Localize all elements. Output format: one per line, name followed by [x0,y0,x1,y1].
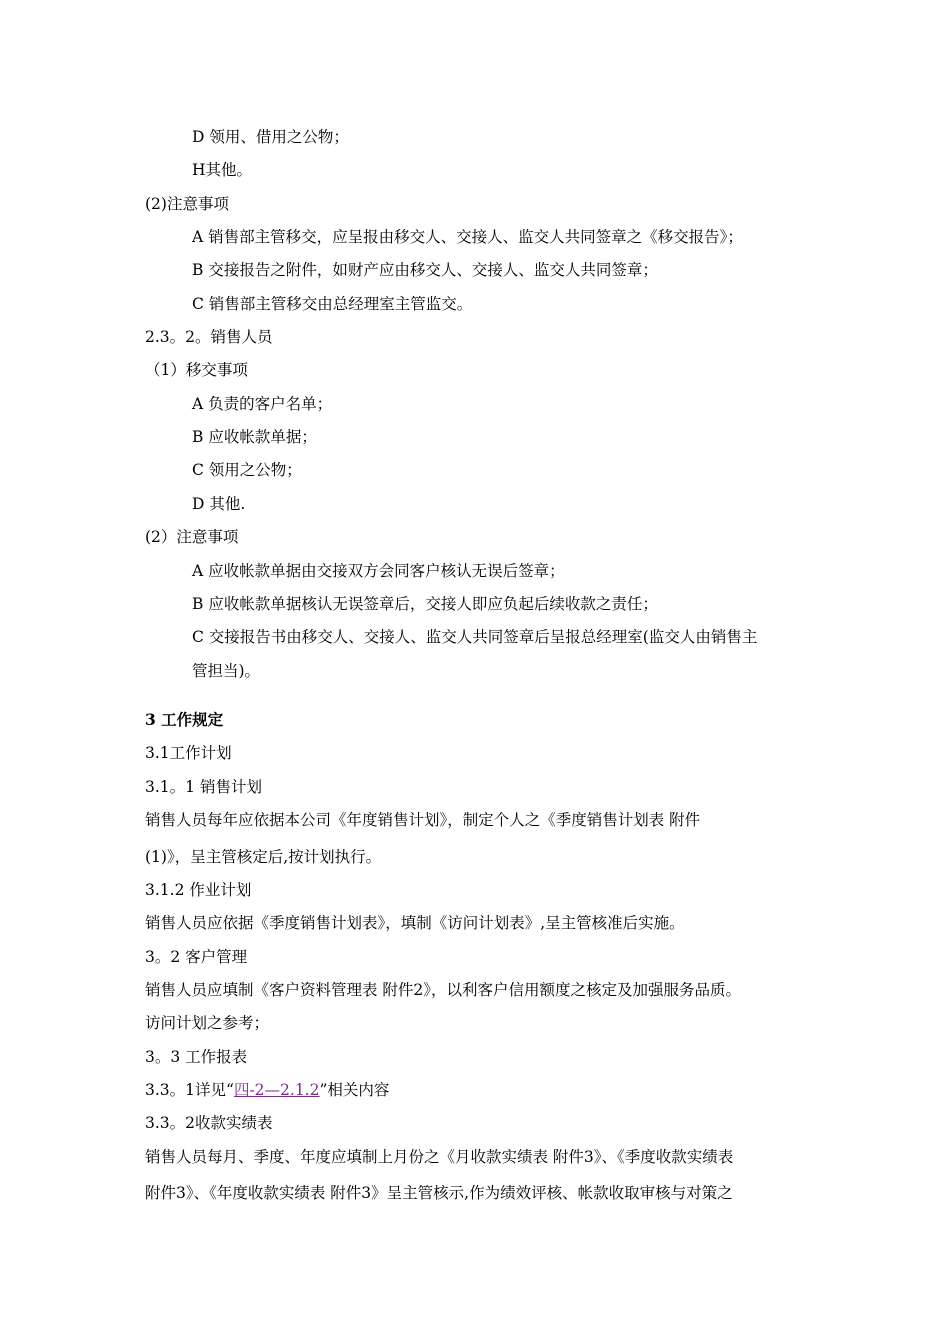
list-item: D 其他. [192,495,246,513]
text: ”相关内容 [319,1081,390,1099]
list-item: A 销售部主管移交，应呈报由移交人、交接人、监交人共同签章之《移交报告》； [192,228,743,246]
list-item: B 交接报告之附件，如财产应由移交人、交接人、监交人共同签章； [192,261,658,279]
section-heading [145,1080,389,1100]
subsection-heading: (2）注意事项 [145,528,239,546]
paragraph-line: 销售人员应依据《季度销售计划表》，填制《访问计划表》,呈主管核准后实施。 [145,914,685,932]
list-item: A 负责的客户名单； [192,395,333,413]
section-heading: 3.1。1 销售计划 [145,778,262,796]
paragraph-line: 销售人员每月、季度、年度应填制上月份之《月收款实绩表 附件3》、《季度收款实绩表 [145,1148,734,1166]
list-item: B 应收帐款单据； [192,428,317,446]
section-heading: 3.1工作计划 [145,744,232,762]
paragraph-line: (1)》，呈主管核定后,按计划执行。 [145,848,382,866]
list-item: D 领用、借用之公物； [192,128,349,146]
section-heading: 3。2 客户管理 [145,948,248,966]
subsection-heading: (2)注意事项 [145,195,229,213]
list-item: H其他。 [192,161,253,179]
list-item: A 应收帐款单据由交接双方会同客户核认无误后签章； [192,562,565,580]
chapter-heading: 3 工作规定 [145,710,224,729]
paragraph-line: 附件3》、《年度收款实绩表 附件3》呈主管核示,作为绩效评核、帐款收取审核与对策之 [145,1184,733,1202]
list-item: C 领用之公物； [192,461,302,479]
section-heading: 3.1.2 作业计划 [145,881,252,899]
cross-reference-link[interactable]: 四-2—2.1.2 [233,1081,320,1099]
paragraph-line: 销售人员每年应依据本公司《年度销售计划》，制定个人之《季度销售计划表 附件 [145,811,701,829]
list-item: B 应收帐款单据核认无误签章后，交接人即应负起后续收款之责任； [192,595,658,613]
text: 3.3。1详见“ [145,1081,234,1099]
section-heading: 3.3。2收款实绩表 [145,1114,273,1132]
list-item: C 交接报告书由移交人、交接人、监交人共同签章后呈报总经理室(监交人由销售主 [192,628,758,646]
section-heading: 3。3 工作报表 [145,1048,248,1066]
paragraph-line: 访问计划之参考； [145,1014,270,1032]
paragraph-line: 销售人员应填制《客户资料管理表 附件2》，以利客户信用额度之核定及加强服务品质。 [145,981,742,999]
subsection-heading: （1）移交事项 [145,361,248,379]
list-item: C 销售部主管移交由总经理室主管监交。 [192,295,473,313]
list-item-continuation: 管担当)。 [192,662,261,680]
section-heading: 2.3。2。销售人员 [145,328,273,346]
